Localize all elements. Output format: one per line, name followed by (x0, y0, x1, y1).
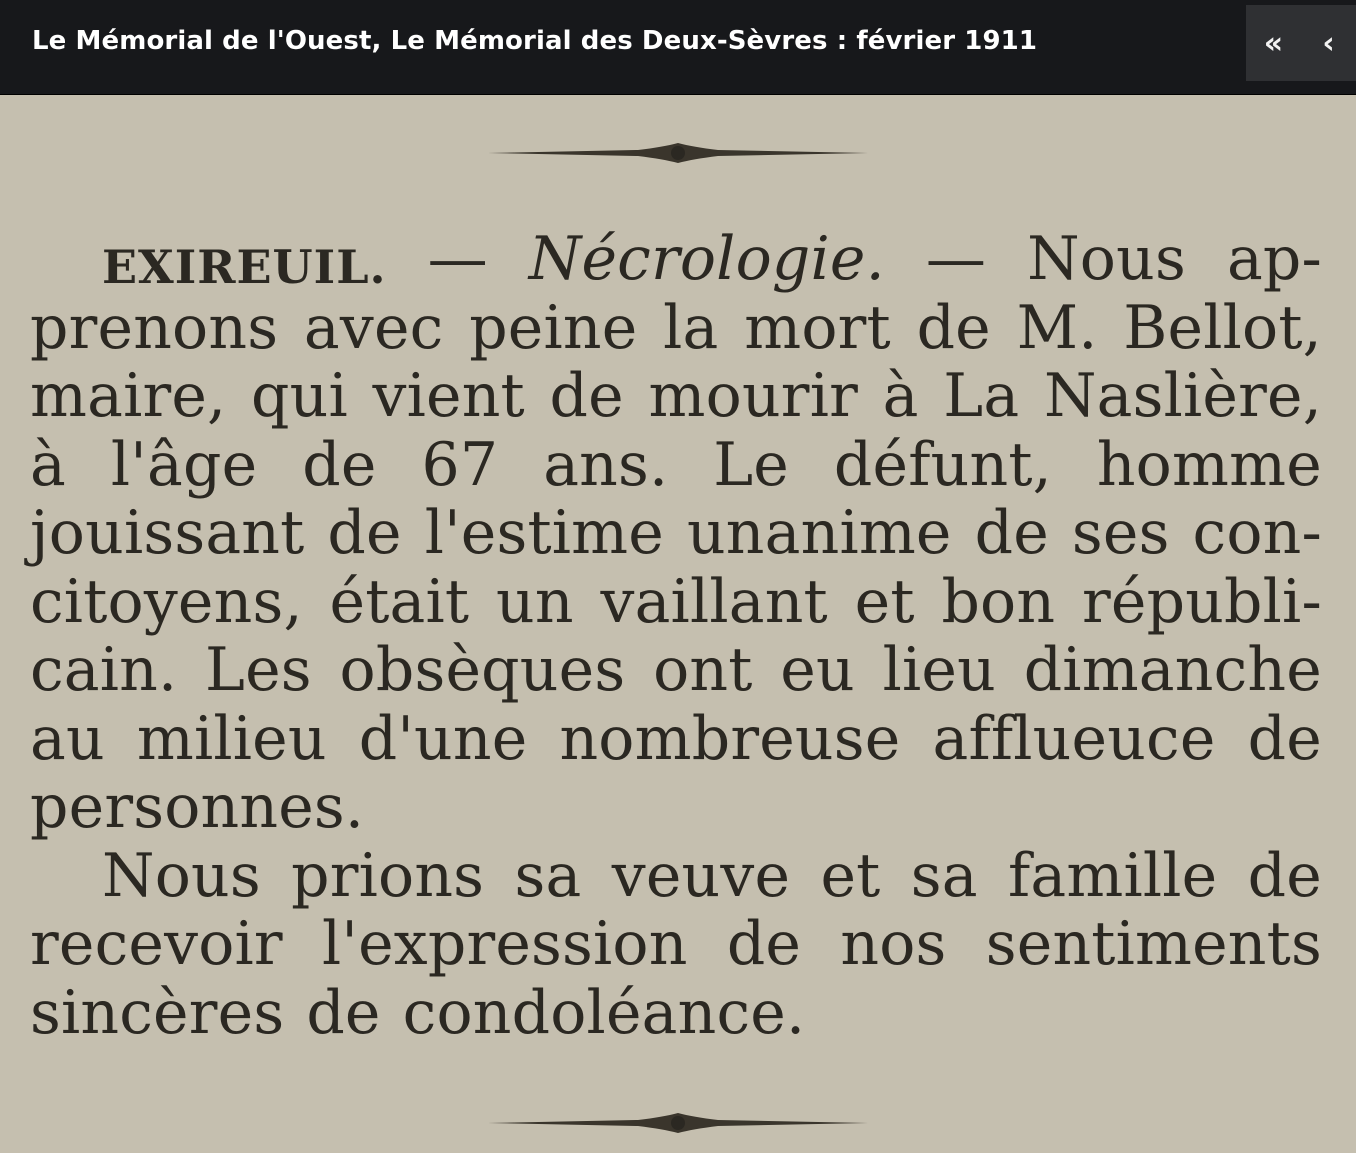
word: de (306, 977, 381, 1048)
word: de (726, 909, 802, 979)
word: sa (910, 840, 978, 911)
word: de (1247, 703, 1322, 774)
word: Naslière, (1043, 361, 1322, 431)
word: au (30, 703, 105, 774)
article-line (30, 499, 1322, 568)
word: de (327, 498, 402, 568)
word: sincères (30, 977, 285, 1048)
word: nombreuse (559, 703, 901, 774)
word: prions (291, 840, 485, 911)
word: Le (713, 429, 789, 500)
place-name: EXIREUIL. (102, 240, 387, 294)
word: et (820, 840, 881, 911)
dash: — (925, 224, 987, 294)
word: homme (1096, 429, 1322, 500)
article-line (30, 773, 1322, 842)
article-line (30, 431, 1322, 500)
word: de (549, 361, 624, 431)
word: l'estime (424, 498, 664, 568)
newspaper-scan (0, 95, 1356, 1153)
word: citoyens, (30, 566, 303, 637)
article-line (30, 225, 1322, 294)
word: famille (1008, 840, 1218, 911)
bottom-ornament-rule (488, 1111, 868, 1135)
word: con- (1192, 498, 1322, 568)
word: cain. (30, 635, 178, 705)
obituary-article (30, 225, 1322, 1047)
word: sentiments (985, 909, 1322, 979)
document-title: Le Mémorial de l'Ouest, Le Mémorial des Deux-Sèvres : février 1911 (32, 26, 1038, 56)
first-page-button[interactable]: « (1263, 25, 1284, 61)
word: l'expression (322, 909, 688, 979)
word: condoléance. (402, 977, 806, 1048)
word: à (30, 429, 66, 500)
word: de (1247, 840, 1322, 911)
word: sa (514, 840, 582, 911)
word: Bellot, (1123, 292, 1322, 363)
article-line (30, 294, 1322, 363)
word: nos (840, 909, 947, 979)
dash: — (427, 224, 488, 294)
word: Nous (102, 840, 261, 911)
article-line (30, 979, 1322, 1048)
word: personnes. (30, 772, 365, 842)
word: recevoir (30, 909, 283, 979)
word: bon (941, 566, 1056, 637)
word: veuve (611, 840, 791, 911)
word: d'une (358, 703, 528, 774)
word: ap- (1226, 224, 1322, 294)
previous-page-button[interactable]: ‹ (1322, 25, 1335, 61)
word: de (916, 292, 991, 363)
article-line (30, 362, 1322, 431)
word: Nous (1027, 224, 1186, 294)
word: à (882, 361, 919, 431)
word: un (496, 566, 574, 637)
word: 67 (421, 429, 499, 500)
word: la (663, 292, 719, 363)
rubric-title: Nécrologie. (528, 224, 885, 294)
article-line (30, 568, 1322, 637)
word: et (854, 566, 915, 637)
word: milieu (136, 703, 327, 774)
word: maire, (30, 361, 227, 431)
navigation-controls (1246, 5, 1356, 81)
word: obsèques (339, 635, 626, 705)
word: ses (1071, 498, 1170, 568)
article-line (30, 910, 1322, 979)
word: jouissant (30, 498, 305, 568)
word: peine (469, 292, 638, 363)
word: avec (303, 292, 444, 363)
word: vaillant (600, 566, 828, 637)
word: M. (1016, 292, 1098, 363)
word: de (974, 498, 1049, 568)
viewer-header (0, 0, 1356, 95)
word: ans. (543, 429, 669, 500)
word: prenons (30, 292, 279, 363)
word: Les (205, 635, 312, 705)
top-ornament-rule (488, 141, 868, 165)
word: La (943, 361, 1020, 431)
word: lieu (882, 635, 996, 705)
word: ont (653, 635, 753, 705)
word: qui (251, 361, 348, 431)
word: de (302, 429, 377, 500)
word: mourir (648, 361, 858, 431)
article-line (30, 705, 1322, 774)
word: vient (372, 361, 525, 431)
article-line (30, 636, 1322, 705)
word: eu (780, 635, 855, 705)
word: était (329, 566, 470, 637)
article-line (30, 842, 1322, 911)
word: unanime (686, 498, 952, 568)
word: républi- (1082, 566, 1322, 637)
word: défunt, (833, 429, 1052, 500)
word: mort (744, 292, 891, 363)
word: afflueuce (932, 703, 1216, 774)
word: dimanche (1023, 635, 1322, 705)
word: l'âge (110, 429, 258, 500)
